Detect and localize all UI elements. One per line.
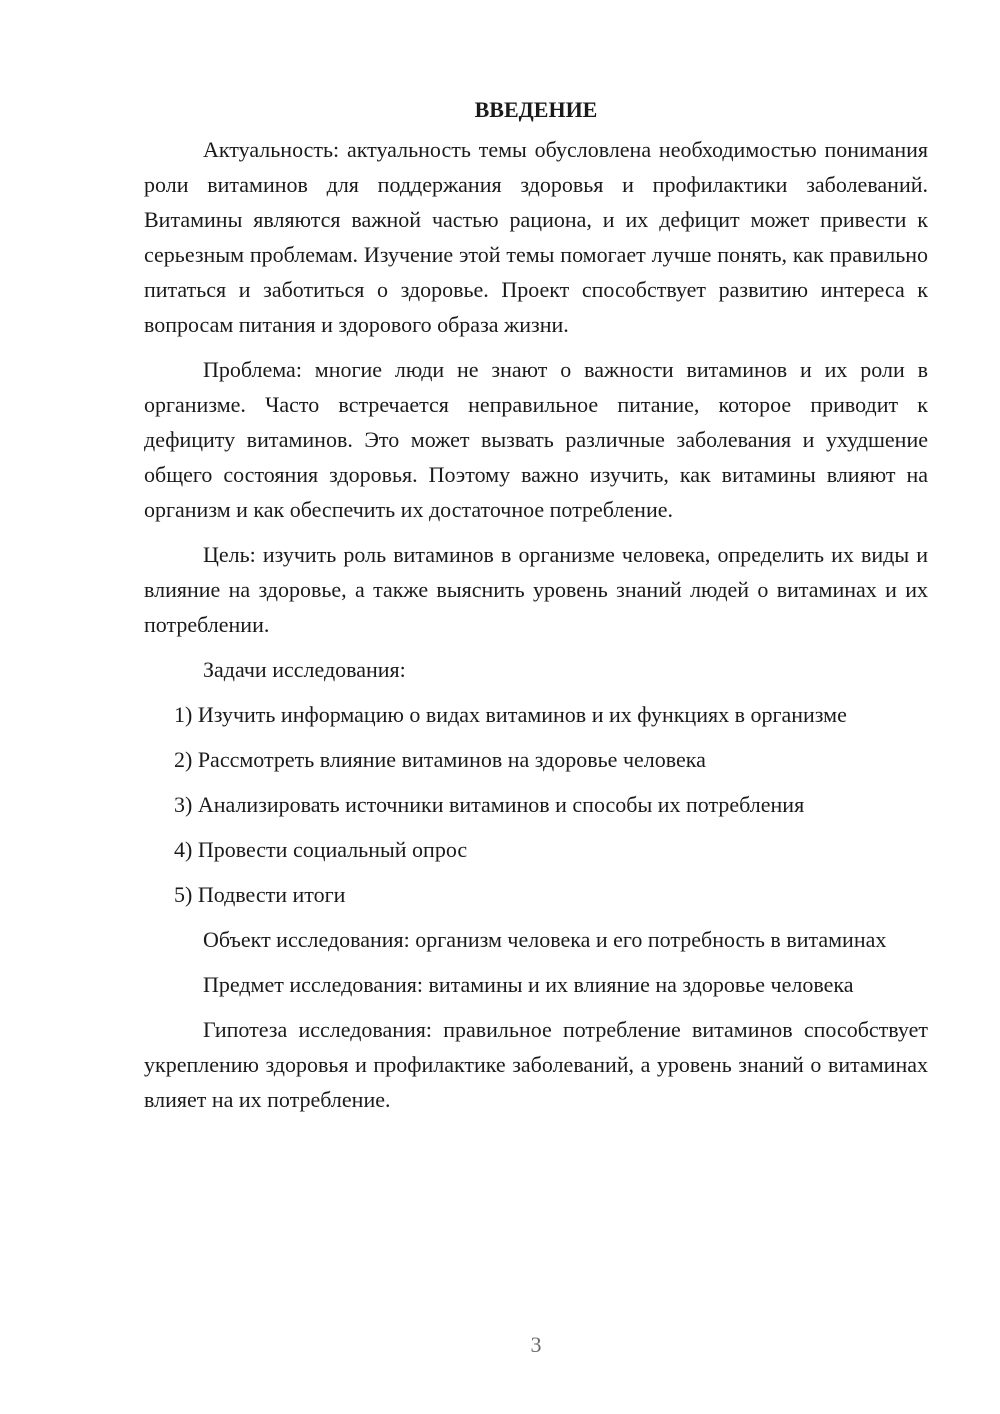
section-title: ВВЕДЕНИЕ: [474, 97, 598, 122]
tasks-list: [144, 697, 928, 912]
page-number: 3: [530, 1332, 542, 1357]
task-item: 2) Рассмотреть влияние витаминов на здоровье человека: [174, 747, 706, 772]
tasks-heading: Задачи исследования:: [203, 657, 406, 682]
goal-paragraph: Цель: изучить роль витаминов в организме человека, определить их виды и влияние на здоровье, а также выяснить уровень знаний людей о витаминах и их потреблении.: [144, 542, 928, 637]
page-content: [144, 92, 928, 1127]
task-item: 3) Анализировать источники витаминов и способы их потребления: [174, 792, 805, 817]
task-item: 1) Изучить информацию о видах витаминов и их функциях в организме: [174, 702, 847, 727]
problem-paragraph: Проблема: многие люди не знают о важности витаминов и их роли в организме. Часто встречается неправильное питание, которое приводит к дефициту витаминов. Это может вызвать различные заболевания и ухудшение общего состояния здоровья. Поэтому важно изучить, как витамины влияют на организм и как обеспечить их достаточное потребление.: [144, 357, 928, 522]
hypothesis-paragraph: Гипотеза исследования: правильное потребление витаминов способствует укреплению здоровья и профилактике заболеваний, а уровень знаний о витаминах влияет на их потребление.: [144, 1017, 928, 1112]
task-item: 4) Провести социальный опрос: [174, 837, 468, 862]
object-paragraph: Объект исследования: организм человека и его потребность в витаминах: [203, 927, 887, 952]
relevance-paragraph: Актуальность: актуальность темы обусловлена необходимостью понимания роли витаминов для поддержания здоровья и профилактики заболеваний. Витамины являются важной частью рациона, и их дефицит может привести к серьезным проблемам. Изучение этой темы помогает лучше понять, как правильно питаться и заботиться о здоровье. Проект способствует развитию интереса к вопросам питания и здорового образа жизни.: [144, 137, 928, 337]
subject-paragraph: Предмет исследования: витамины и их влияние на здоровье человека: [203, 972, 854, 997]
task-item: 5) Подвести итоги: [174, 882, 346, 907]
